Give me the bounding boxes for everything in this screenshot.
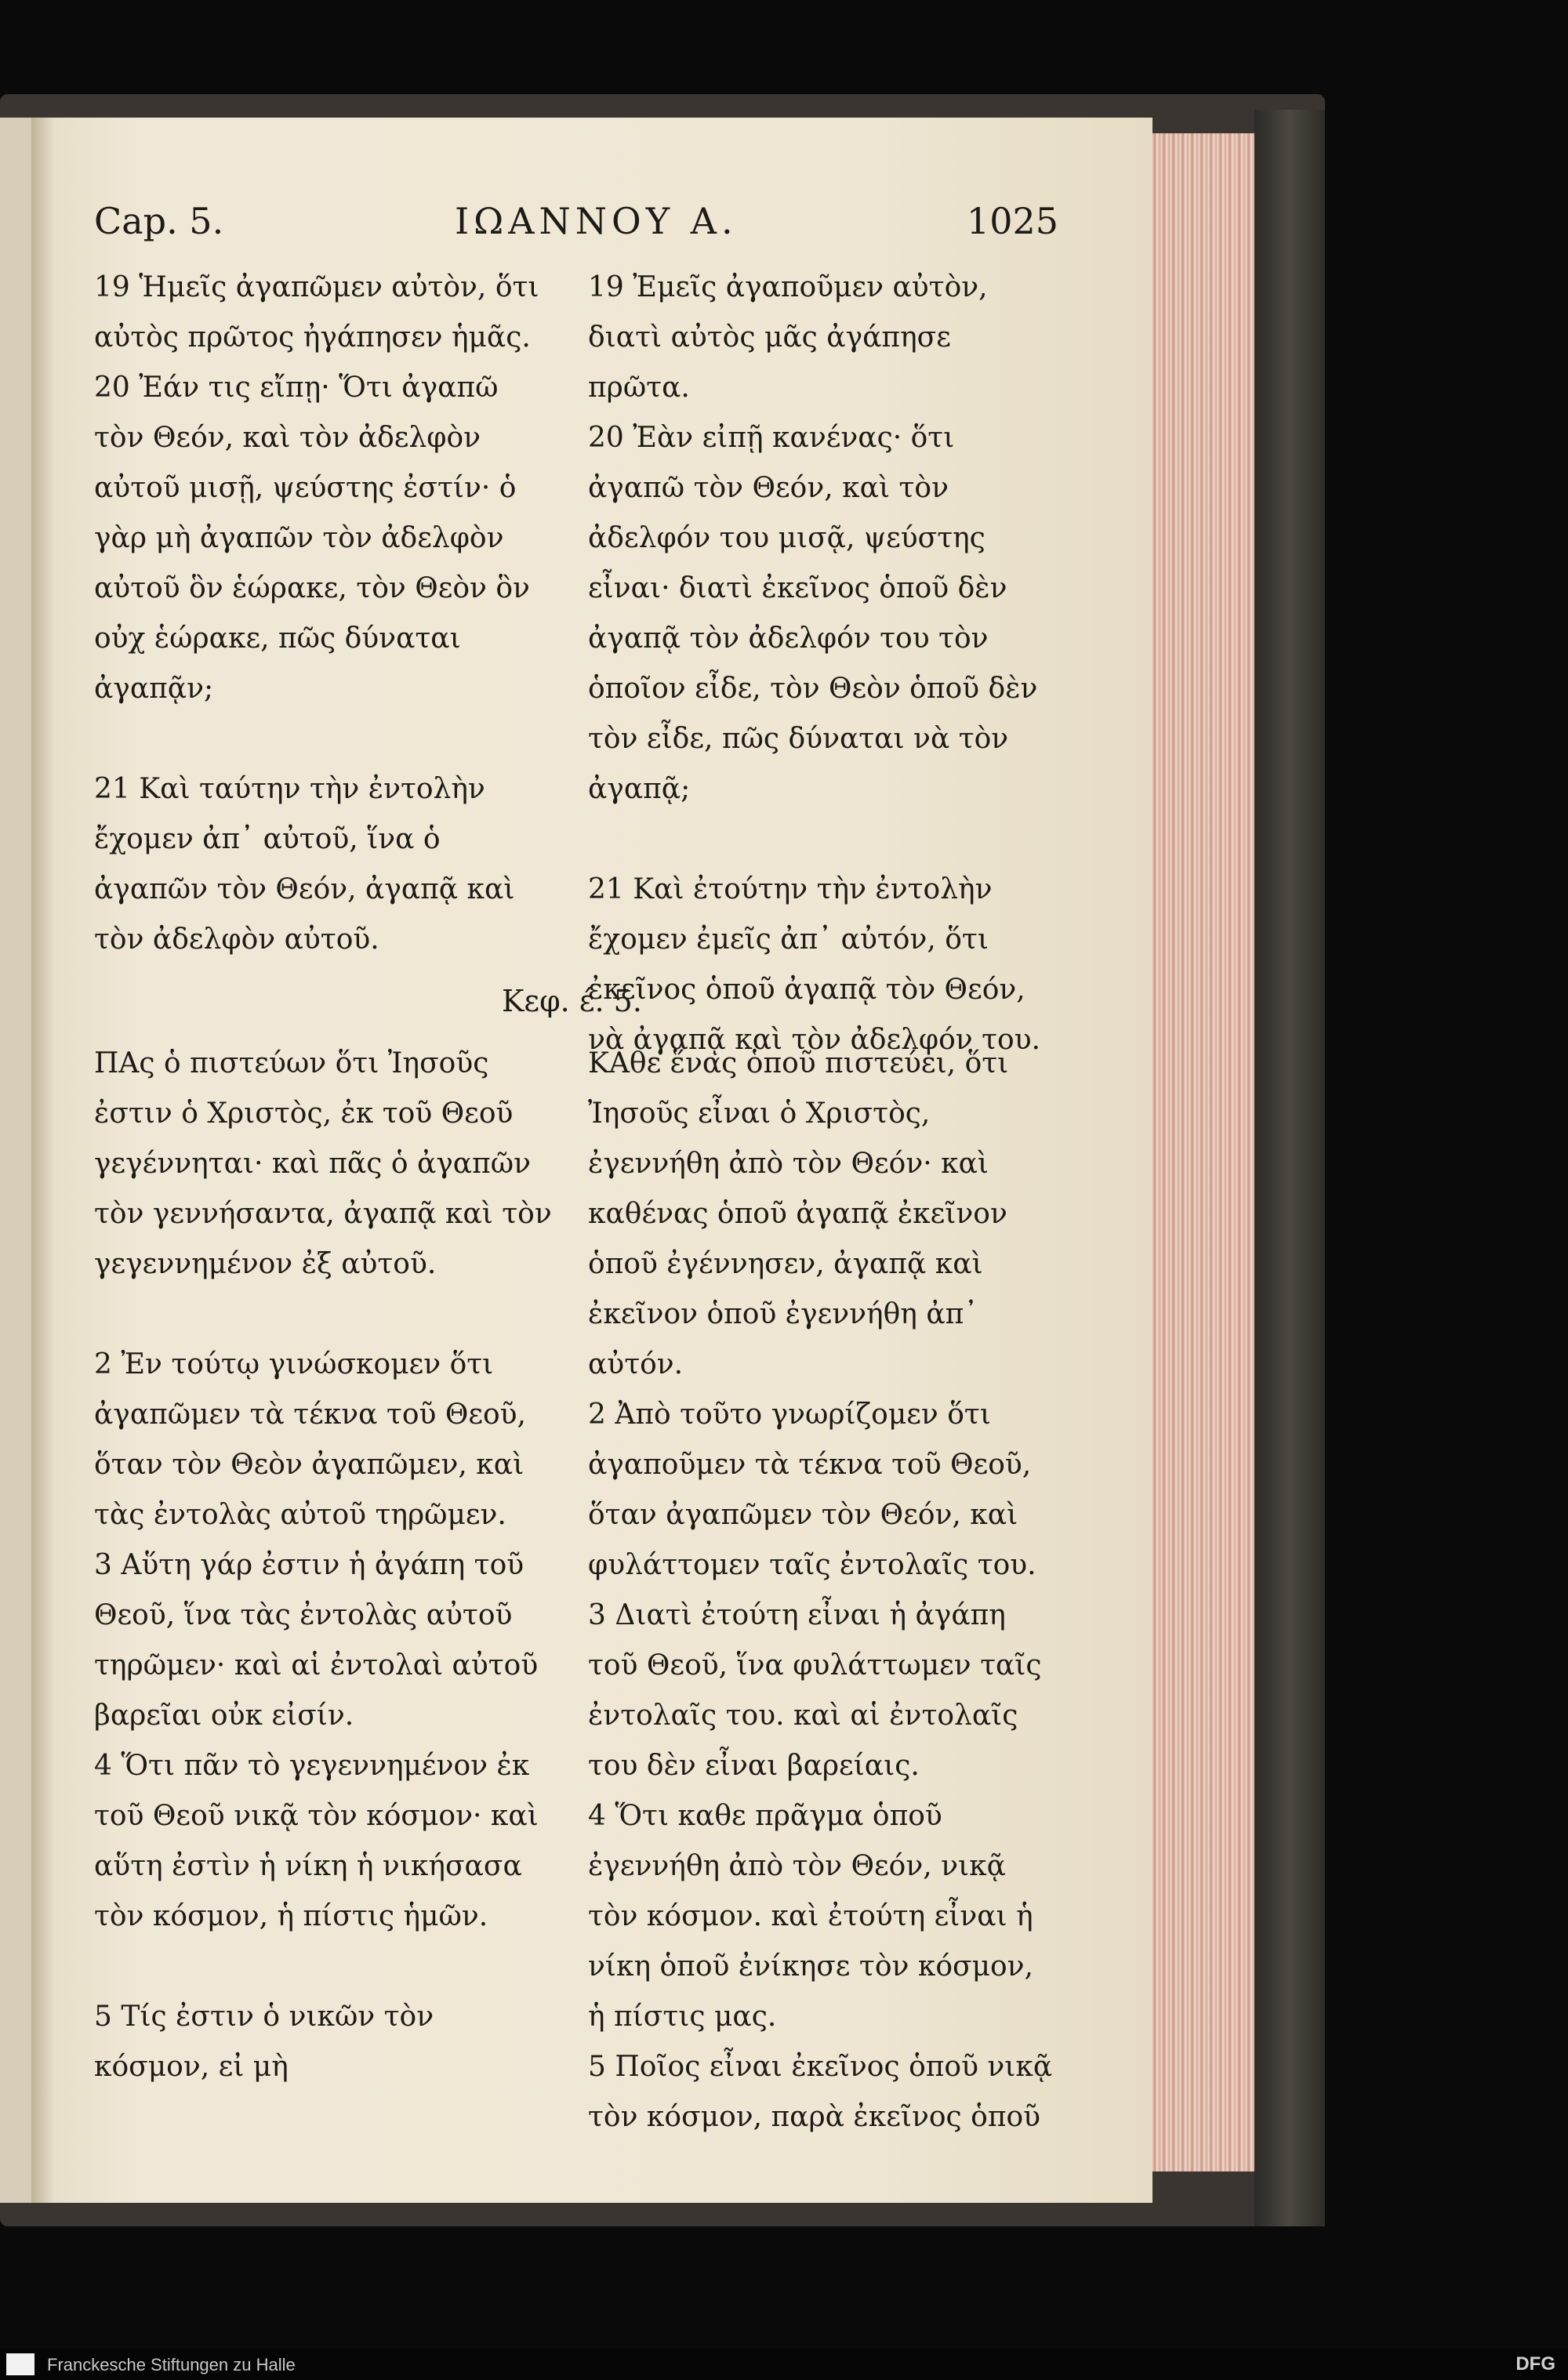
verse-5-modern: 5 Ποῖος εἶναι ἐκεῖνος ὁποῦ νικᾷ τὸν κόσμον, παρὰ ἐκεῖνος ὁποῦ	[588, 2051, 1053, 2133]
page-number: 1025	[966, 200, 1058, 242]
left-column-top	[94, 263, 557, 965]
verse-20-ancient: 20 Ἐάν τις εἴπῃ· Ὅτι ἀγαπῶ τὸν Θεόν, καὶ τὸν ἀδελφὸν αὐτοῦ μισῇ, ψεύστης ἐστίν· ὁ γὰρ μὴ ἀγαπῶν τὸν ἀδελφὸν αὐτοῦ ὃν ἑώρακε, τὸν Θεὸν ὃν οὐχ ἑώρακε, πῶς δύναται ἀγαπᾷν;	[94, 372, 530, 705]
verse-4-ancient: 4 Ὅτι πᾶν τὸ γεγεννημένον ἐκ τοῦ Θεοῦ νικᾷ τὸν κόσμον· καὶ αὕτη ἐστὶν ἡ νίκη ἡ νικήσασα τὸν κόσμον, ἡ πίστις ἡμῶν.	[94, 1750, 539, 1932]
chapter-5-verse-1-ancient: ΠΑς ὁ πιστεύων ὅτι Ἰησοῦς ἐστιν ὁ Χριστὸς, ἐκ τοῦ Θεοῦ γεγέννηται· καὶ πᾶς ὁ ἀγαπῶν τὸν γεννήσαντα, ἀγαπᾷ καὶ τὸν γεγεννημένον ἐξ αὐτοῦ.	[94, 1047, 552, 1280]
viewer-footer	[0, 2349, 1568, 2380]
book-title: ΙΩΑΝΝΟΥ Α.	[455, 200, 738, 242]
left-column-bottom	[94, 1039, 557, 2092]
page-edges	[1152, 133, 1254, 2171]
verse-2-ancient: 2 Ἐν τούτῳ γινώσκομεν ὅτι ἀγαπῶμεν τὰ τέκνα τοῦ Θεοῦ, ὅταν τὸν Θεὸν ἀγαπῶμεν, καὶ τὰς ἐντολὰς αὐτοῦ τηρῶμεν.	[94, 1348, 526, 1531]
verse-19-ancient: 19 Ἡμεῖς ἀγαπῶμεν αὐτὸν, ὅτι αὐτὸς πρῶτος ἠγάπησεν ἡμᾶς.	[94, 271, 539, 354]
verse-3-ancient: 3 Αὕτη γάρ ἐστιν ἡ ἀγάπη τοῦ Θεοῦ, ἵνα τὰς ἐντολὰς αὐτοῦ τηρῶμεν· καὶ αἱ ἐντολαὶ αὐτοῦ βαρεῖαι οὐκ εἰσίν.	[94, 1549, 539, 1732]
verse-19-modern: 19 Ἐμεῖς ἀγαποῦμεν αὐτὸν, διατὶ αὐτὸς μᾶς ἀγάπησε πρῶτα.	[588, 271, 988, 404]
right-column-top	[588, 263, 1058, 1065]
chapter-5-verse-1-modern: ΚΑθε ἕνας ὁποῦ πιστεύει, ὅτι Ἰησοῦς εἶναι ὁ Χριστὸς, ἐγεννήθη ἀπὸ τὸν Θεόν· καὶ καθένας ὁποῦ ἀγαπᾷ ἐκεῖνον ὁποῦ ἐγέννησεν, ἀγαπᾷ καὶ ἐκεῖνον ὁποῦ ἐγεννήθη ἀπ᾽ αὐτόν.	[588, 1047, 1009, 1380]
chapter-label: Cap. 5.	[94, 200, 224, 242]
book-spine	[1254, 110, 1325, 2226]
institution-logo	[6, 2353, 34, 2375]
verse-4-modern: 4 Ὅτι καθε πρᾶγμα ὁποῦ ἐγεννήθη ἀπὸ τὸν Θεόν, νικᾷ τὸν κόσμον. καὶ ἐτούτη εἶναι ἡ νίκη ὁποῦ ἐνίκησε τὸν κόσμον, ἡ πίστις μας.	[588, 1800, 1033, 2033]
verse-3-modern: 3 Διατὶ ἐτούτη εἶναι ἡ ἀγάπη τοῦ Θεοῦ, ἵνα φυλάττωμεν ταῖς ἐντολαῖς του. καὶ αἱ ἐντολαῖς του δὲν εἶναι βαρείαις.	[588, 1599, 1042, 1782]
verse-20-modern: 20 Ἐὰν εἰπῇ κανένας· ὅτι ἀγαπῶ τὸν Θεόν, καὶ τὸν ἀδελφόν του μισᾷ, ψεύστης εἶναι· διατὶ ἐκεῖνος ὁποῦ δὲν ἀγαπᾷ τὸν ἀδελφόν του τὸν ὁποῖον εἶδε, τὸν Θεὸν ὁποῦ δὲν τὸν εἶδε, πῶς δύναται νὰ τὸν ἀγαπᾷ;	[588, 422, 1038, 805]
gutter	[31, 118, 55, 2203]
chapter-heading: Κεφ. έ. 5.	[502, 984, 642, 1018]
right-column-bottom	[588, 1039, 1058, 2142]
verse-21-modern: 21 Καὶ ἐτούτην τὴν ἐντολὴν ἔχομεν ἐμεῖς ἀπ᾽ αὐτόν, ὅτι ἐκεῖνος ὁποῦ ἀγαπᾷ τὸν Θεόν, νὰ ἀγαπᾷ καὶ τὸν ἀδελφόν του.	[588, 873, 1041, 1056]
verse-2-modern: 2 Ἀπὸ τοῦτο γνωρίζομεν ὅτι ἀγαποῦμεν τὰ τέκνα τοῦ Θεοῦ, ὅταν ἀγαπῶμεν τὸν Θεόν, καὶ φυλάττομεν ταῖς ἐντολαῖς του.	[588, 1399, 1036, 1581]
running-header	[94, 200, 1058, 255]
verse-5-ancient: 5 Τίς ἐστιν ὁ νικῶν τὸν κόσμον, εἰ μὴ	[94, 2001, 434, 2083]
previous-page-edge	[0, 118, 31, 2203]
verse-21-ancient: 21 Καὶ ταύτην τὴν ἐντολὴν ἔχομεν ἀπ᾽ αὐτοῦ, ἵνα ὁ ἀγαπῶν τὸν Θεόν, ἀγαπᾷ καὶ τὸν ἀδελφὸν αὐτοῦ.	[94, 773, 515, 956]
dfg-logo: DFG	[1515, 2353, 1555, 2375]
institution-name: Franckesche Stiftungen zu Halle	[47, 2355, 296, 2375]
